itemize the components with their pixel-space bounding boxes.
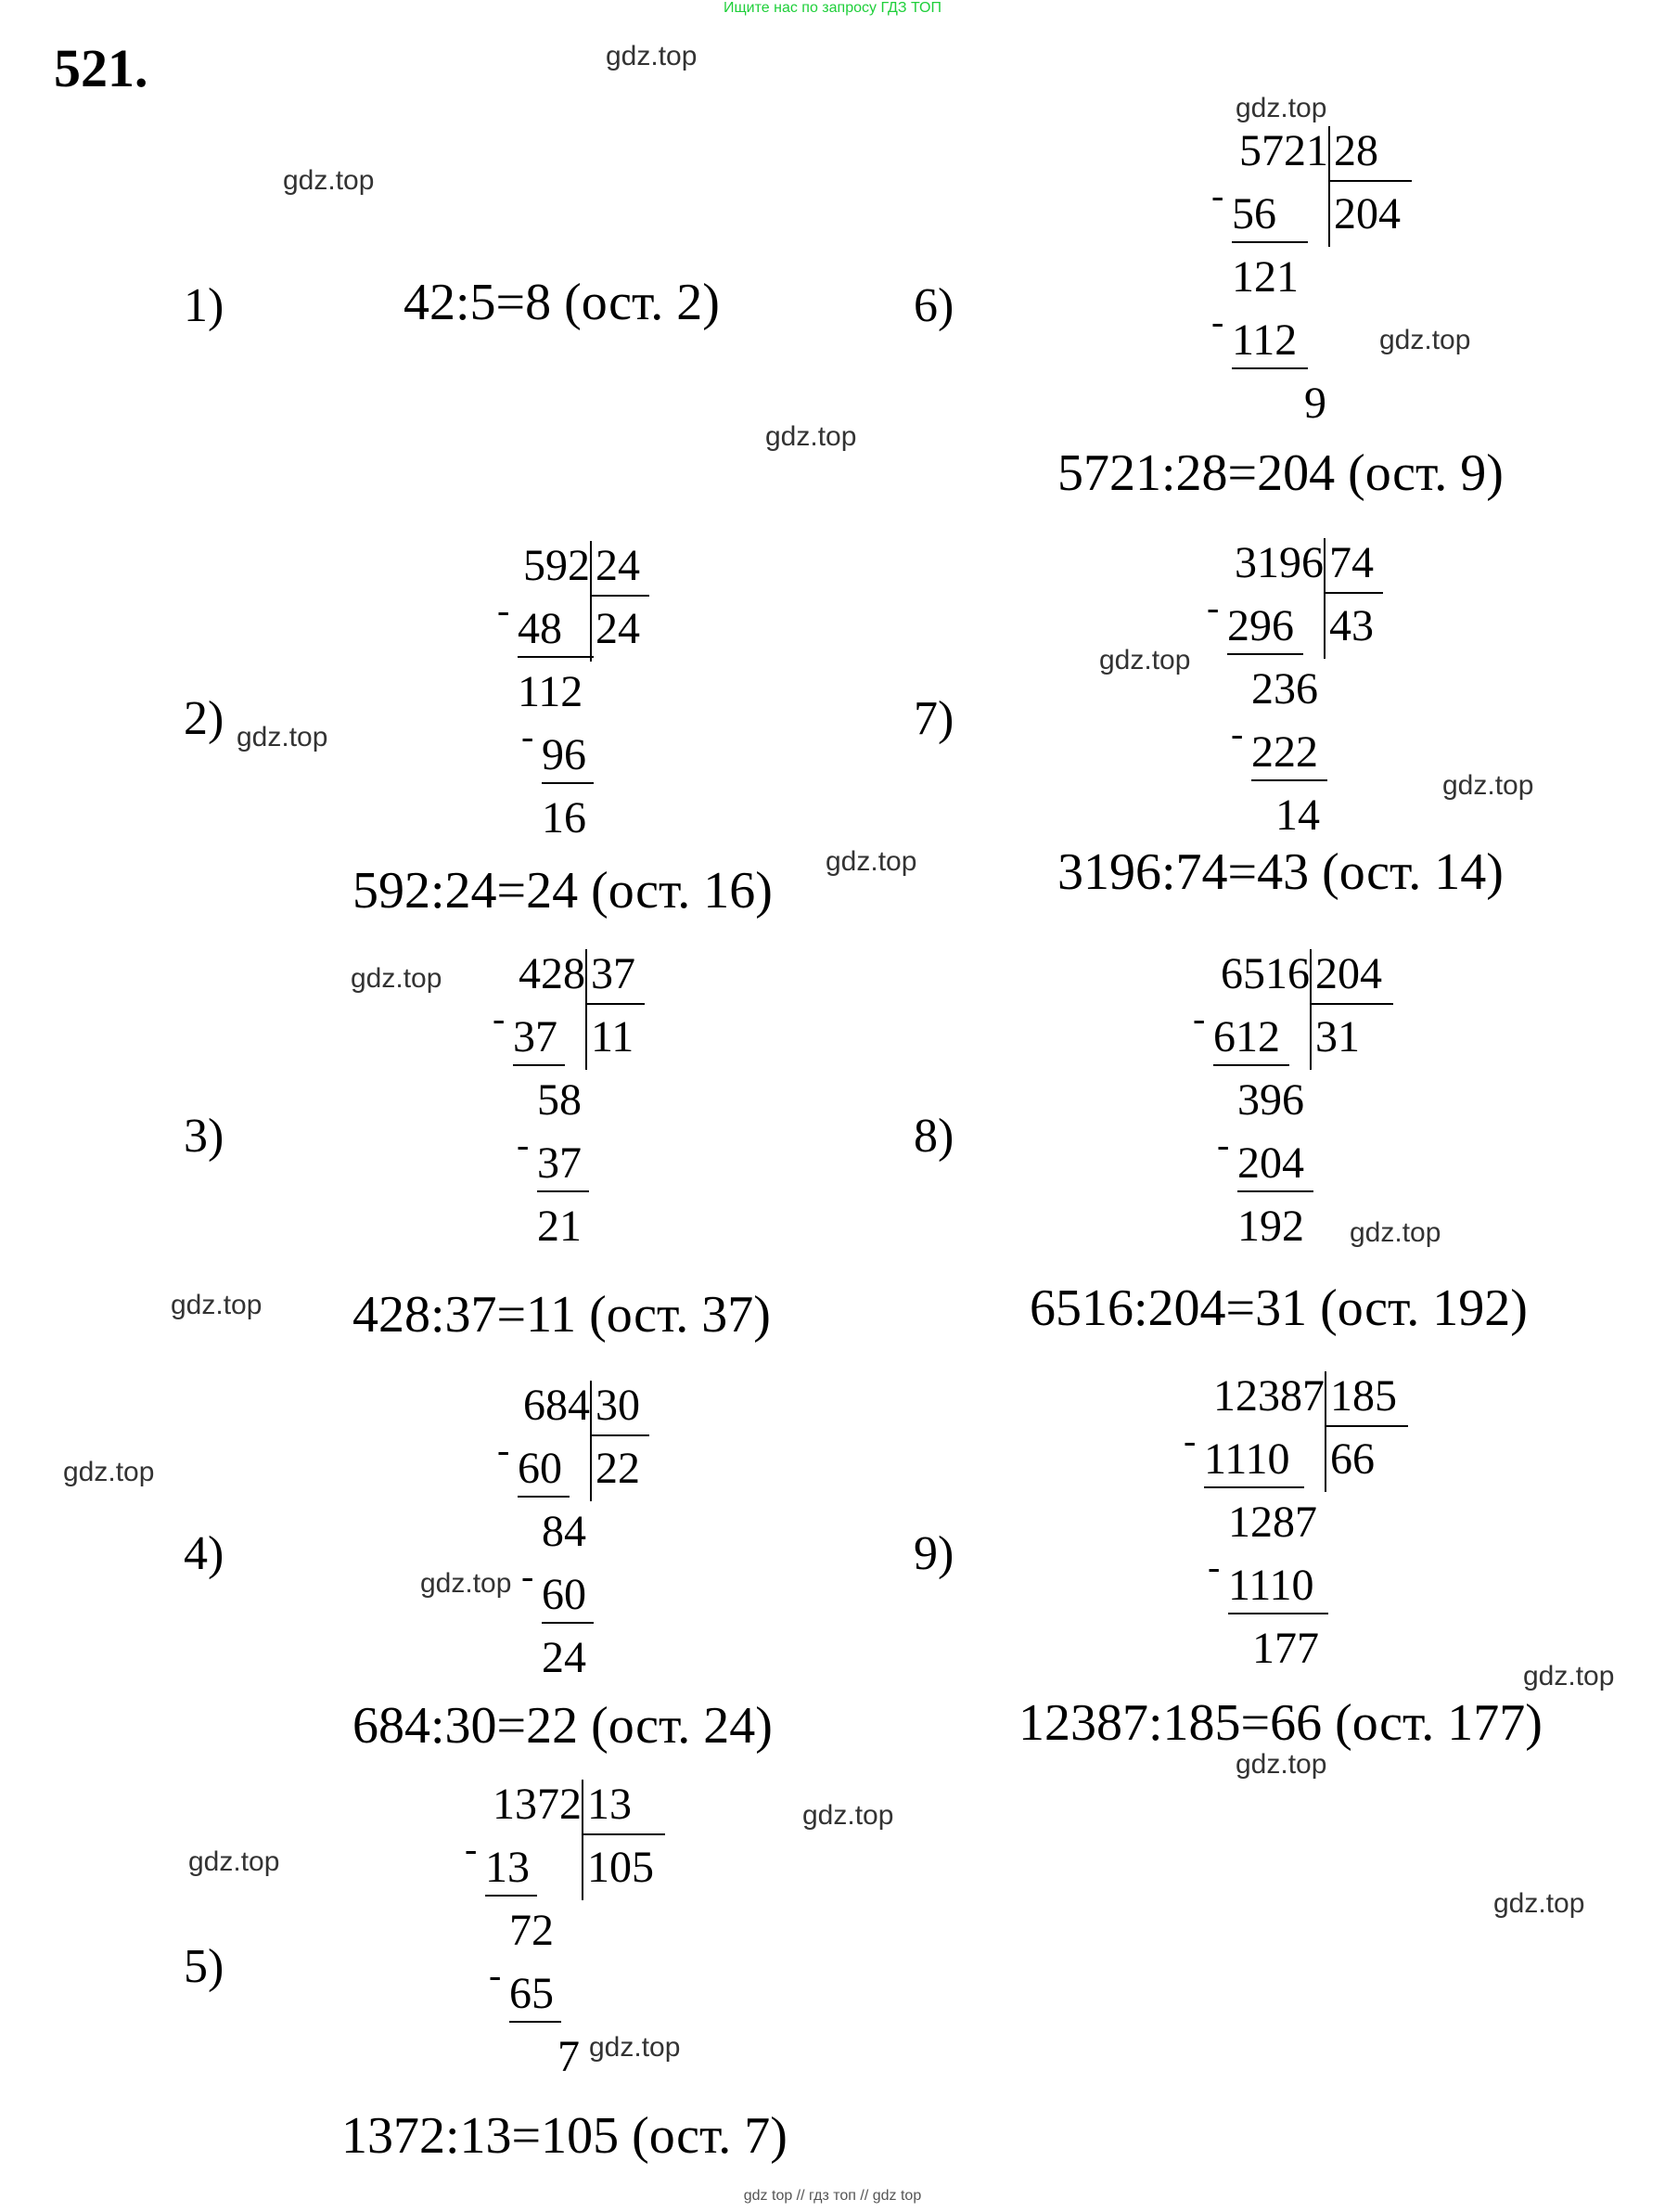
result-9: 12387:185=66 (ост. 177) — [1018, 1694, 1543, 1752]
item-label-1: 1) — [184, 279, 224, 332]
result-4: 684:30=22 (ост. 24) — [352, 1697, 773, 1755]
difference: 58 — [537, 1075, 582, 1125]
subtrahend: 612 — [1213, 1012, 1280, 1061]
division-vertical-line — [1328, 126, 1330, 247]
subtraction-line — [509, 2021, 561, 2023]
item-label-6: 6) — [914, 279, 954, 332]
divisor: 30 — [596, 1381, 640, 1430]
result-5: 1372:13=105 (ост. 7) — [341, 2107, 788, 2165]
result-7: 3196:74=43 (ост. 14) — [1057, 843, 1504, 901]
subtrahend: 1110 — [1228, 1561, 1314, 1610]
subtrahend: 60 — [518, 1444, 562, 1493]
difference: 192 — [1237, 1202, 1304, 1251]
quotient: 105 — [587, 1843, 654, 1892]
quotient: 22 — [596, 1444, 640, 1493]
difference: 121 — [1232, 252, 1299, 302]
dividend: 428 — [519, 949, 585, 998]
subtraction-line — [1227, 653, 1303, 655]
difference: 7 — [557, 2032, 580, 2081]
division-vertical-line — [585, 949, 587, 1070]
result-1: 42:5=8 (ост. 2) — [403, 274, 720, 331]
subtrahend: 13 — [485, 1843, 530, 1892]
subtraction-line — [542, 782, 594, 784]
item-label-2: 2) — [184, 692, 224, 745]
minus-sign: - — [489, 1954, 502, 1996]
subtrahend: 65 — [509, 1969, 554, 2018]
watermark: gdz.top — [1236, 1749, 1327, 1780]
minus-sign: - — [1193, 997, 1206, 1039]
divisor: 74 — [1329, 538, 1374, 587]
subtrahend: 204 — [1237, 1138, 1304, 1188]
bottom-banner: gdz top // гдз топ // gdz top — [743, 2188, 922, 2204]
difference: 14 — [1275, 791, 1320, 840]
subtrahend: 37 — [537, 1138, 582, 1188]
divisor: 13 — [587, 1780, 632, 1829]
subtrahend: 296 — [1227, 601, 1294, 650]
quotient: 204 — [1334, 189, 1401, 238]
minus-sign: - — [1184, 1420, 1197, 1461]
subtraction-line — [1204, 1486, 1304, 1488]
subtrahend: 112 — [1232, 315, 1298, 365]
subtraction-line — [1232, 367, 1308, 369]
minus-sign: - — [1211, 301, 1224, 342]
subtraction-line — [513, 1064, 565, 1066]
subtraction-line — [518, 1496, 570, 1498]
minus-sign: - — [517, 1124, 530, 1165]
item-label-9: 9) — [914, 1527, 954, 1580]
watermark: gdz.top — [1350, 1217, 1441, 1248]
watermark: gdz.top — [420, 1568, 512, 1599]
minus-sign: - — [1207, 586, 1220, 628]
difference: 72 — [509, 1906, 554, 1955]
result-2: 592:24=24 (ост. 16) — [352, 862, 773, 920]
item-label-8: 8) — [914, 1110, 954, 1163]
subtraction-line — [1251, 779, 1327, 781]
division-vertical-line — [582, 1780, 583, 1900]
division-vertical-line — [590, 1381, 592, 1501]
difference: 236 — [1251, 664, 1318, 714]
subtraction-line — [1213, 1064, 1289, 1066]
subtrahend: 56 — [1232, 189, 1276, 238]
watermark: gdz.top — [606, 41, 698, 71]
watermark: gdz.top — [63, 1457, 155, 1487]
minus-sign: - — [1217, 1124, 1230, 1165]
subtrahend: 222 — [1251, 727, 1318, 777]
subtraction-line — [518, 656, 594, 658]
minus-sign: - — [521, 715, 534, 757]
watermark: gdz.top — [1493, 1888, 1585, 1919]
item-label-7: 7) — [914, 692, 954, 745]
subtraction-line — [1237, 1190, 1313, 1192]
watermark: gdz.top — [351, 963, 442, 994]
watermark: gdz.top — [188, 1846, 280, 1877]
watermark: gdz.top — [589, 2032, 681, 2063]
division-vertical-line — [590, 541, 592, 662]
subtraction-line — [485, 1895, 537, 1897]
division-vertical-line — [1325, 1371, 1326, 1492]
subtraction-line — [1232, 241, 1308, 243]
result-8: 6516:204=31 (ост. 192) — [1030, 1280, 1528, 1337]
quotient: 43 — [1329, 601, 1374, 650]
watermark: gdz.top — [826, 846, 917, 877]
subtrahend: 1110 — [1204, 1434, 1290, 1484]
difference: 9 — [1304, 379, 1326, 428]
watermark: gdz.top — [283, 165, 375, 196]
watermark: gdz.top — [802, 1800, 894, 1831]
difference: 84 — [542, 1507, 586, 1556]
dividend: 6516 — [1221, 949, 1310, 998]
minus-sign: - — [1208, 1546, 1221, 1588]
dividend: 684 — [523, 1381, 590, 1430]
watermark: gdz.top — [1523, 1661, 1615, 1691]
divisor: 37 — [591, 949, 635, 998]
quotient: 31 — [1315, 1012, 1360, 1061]
top-banner[interactable]: Ищите нас по запросу ГДЗ ТОП — [724, 0, 941, 16]
dividend: 1372 — [493, 1780, 582, 1829]
item-label-5: 5) — [184, 1940, 224, 1993]
division-vertical-line — [1310, 949, 1312, 1070]
subtrahend: 96 — [542, 730, 586, 779]
dividend: 3196 — [1235, 538, 1324, 587]
minus-sign: - — [521, 1555, 534, 1597]
item-label-3: 3) — [184, 1110, 224, 1163]
watermark: gdz.top — [1379, 325, 1471, 355]
minus-sign: - — [1231, 713, 1244, 754]
difference: 177 — [1252, 1624, 1319, 1673]
result-3: 428:37=11 (ост. 37) — [352, 1286, 771, 1344]
difference: 24 — [542, 1633, 586, 1682]
subtraction-line — [542, 1622, 594, 1624]
watermark: gdz.top — [171, 1290, 263, 1320]
difference: 16 — [542, 793, 586, 842]
problem-number: 521. — [54, 38, 148, 98]
minus-sign: - — [1211, 174, 1224, 216]
dividend: 5721 — [1239, 126, 1328, 175]
subtrahend: 48 — [518, 604, 562, 653]
item-label-4: 4) — [184, 1527, 224, 1580]
minus-sign: - — [465, 1828, 478, 1870]
minus-sign: - — [497, 589, 510, 631]
difference: 112 — [518, 667, 583, 716]
dividend: 592 — [523, 541, 590, 590]
dividend: 12387 — [1213, 1371, 1325, 1421]
subtrahend: 37 — [513, 1012, 557, 1061]
quotient: 11 — [591, 1012, 634, 1061]
minus-sign: - — [493, 997, 506, 1039]
result-6: 5721:28=204 (ост. 9) — [1057, 444, 1504, 502]
divisor: 185 — [1330, 1371, 1397, 1421]
subtrahend: 60 — [542, 1570, 586, 1619]
watermark: gdz.top — [237, 722, 328, 752]
subtraction-line — [1228, 1613, 1328, 1614]
division-vertical-line — [1324, 538, 1326, 659]
difference: 396 — [1237, 1075, 1304, 1125]
quotient: 24 — [596, 604, 640, 653]
divisor: 28 — [1334, 126, 1378, 175]
watermark: gdz.top — [1099, 645, 1191, 675]
quotient: 66 — [1330, 1434, 1375, 1484]
divisor: 204 — [1315, 949, 1382, 998]
subtraction-line — [537, 1190, 589, 1192]
difference: 21 — [537, 1202, 582, 1251]
minus-sign: - — [497, 1429, 510, 1471]
difference: 1287 — [1228, 1498, 1317, 1547]
watermark: gdz.top — [1236, 93, 1327, 123]
watermark: gdz.top — [765, 421, 857, 452]
watermark: gdz.top — [1442, 770, 1534, 801]
divisor: 24 — [596, 541, 640, 590]
